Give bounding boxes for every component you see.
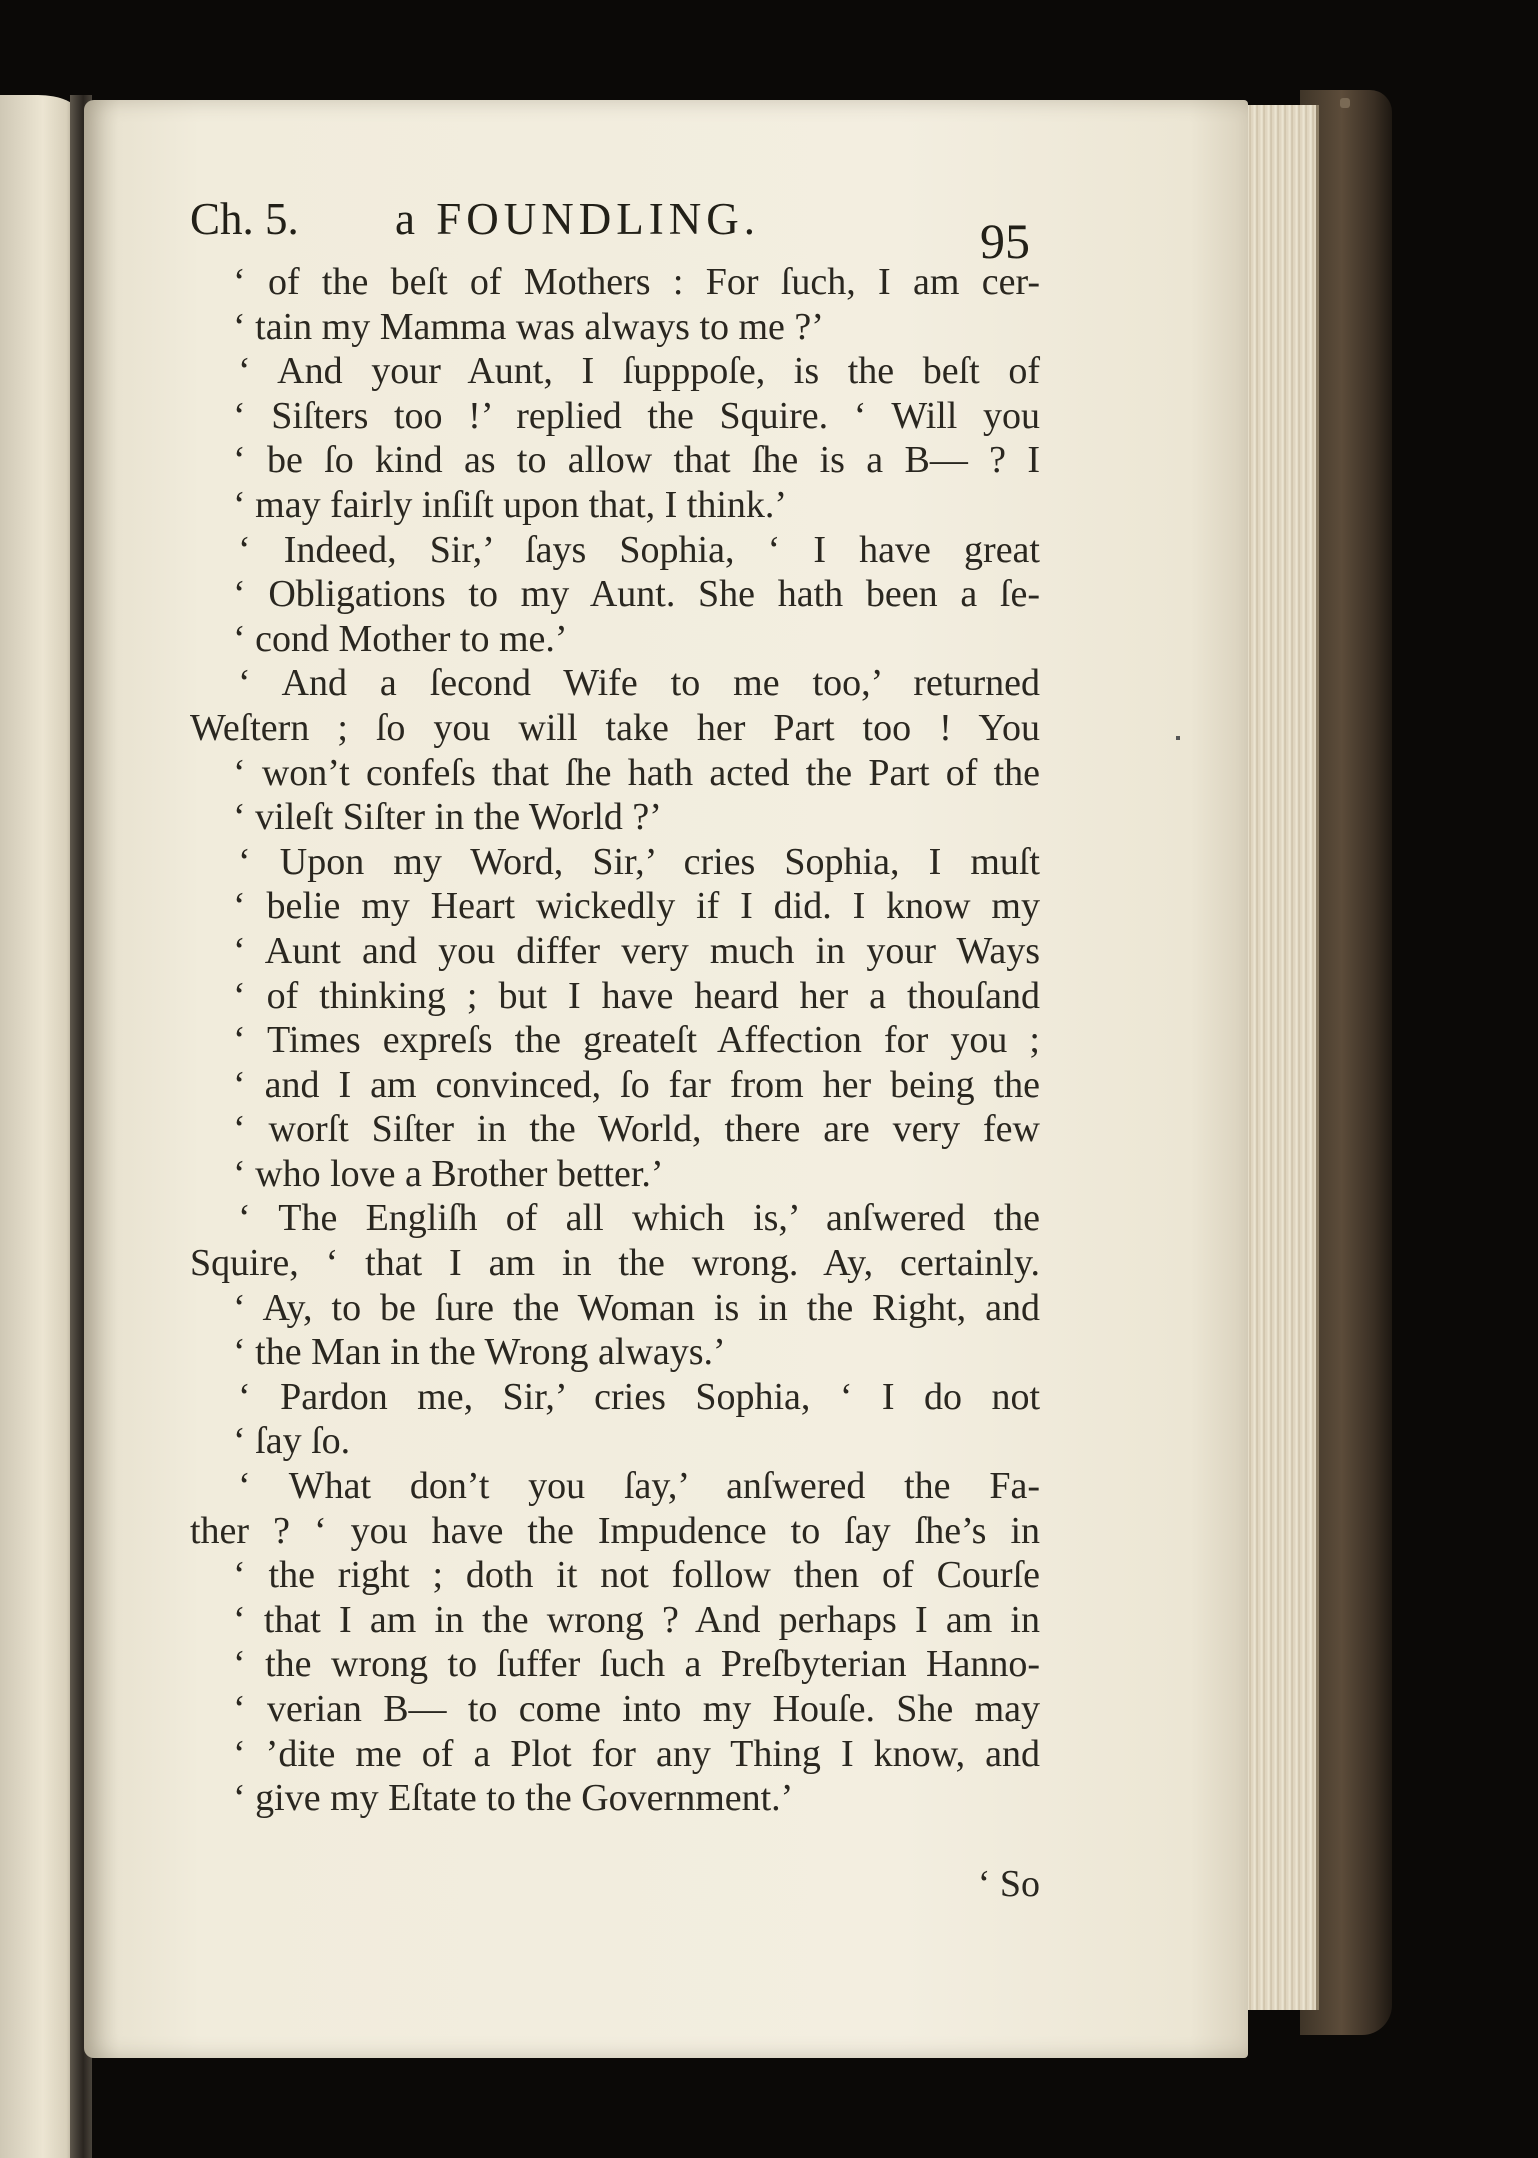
text-line: ‘ cond Mother to me.’ xyxy=(233,617,568,660)
text-line: ‘ won’t confeſs that ſhe hath acted the Part of the xyxy=(233,751,1040,794)
text-line: ‘ Indeed, Sir,’ ſays Sophia, ‘ I have great xyxy=(238,528,1040,571)
text-line: ‘ the right ; doth it not follow then of Courſe xyxy=(233,1554,1040,1597)
text-line: ‘ Times expreſs the greateſt Affection for you ; xyxy=(233,1019,1040,1062)
catchword: ‘ So xyxy=(977,1863,1040,1905)
text-line: ‘ ſay ſo. xyxy=(233,1420,351,1463)
text-line: ther ? ‘ you have the Impudence to ſay ſhe’s in xyxy=(190,1509,1040,1552)
text-line: ‘ may fairly inſiſt upon that, I think.’ xyxy=(233,483,788,526)
text-line: ‘ Obligations to my Aunt. She hath been a ſe- xyxy=(233,573,1040,616)
text-line: ‘ verian B— to come into my Houſe. She may xyxy=(233,1688,1040,1730)
text-line: ‘ the wrong to ſuffer ſuch a Preſbyterian Hanno- xyxy=(233,1643,1040,1686)
text-line: ‘ The Engliſh of all which is,’ anſwered the xyxy=(238,1197,1040,1240)
running-header xyxy=(190,193,1040,263)
text-line: ‘ Aunt and you differ very much in your Ways xyxy=(233,929,1040,972)
text-line: ‘ And a ſecond Wife to me too,’ returned xyxy=(238,662,1040,705)
chapter-label: Ch. 5. xyxy=(190,194,299,244)
text-line: ‘ Ay, to be ſure the Woman is in the Right, and xyxy=(233,1286,1040,1329)
text-line: Weſtern ; ſo you will take her Part too ! You xyxy=(190,706,1040,749)
text-line: ‘ worſt Siſter in the World, there are very few xyxy=(233,1108,1040,1151)
page-number: 95 xyxy=(980,213,1030,269)
text-line: ‘ belie my Heart wickedly if I did. I know my xyxy=(233,885,1040,928)
text-line: ‘ Siſters too !’ replied the Squire. ‘ Will you xyxy=(233,394,1040,437)
text-line: ‘ be ſo kind as to allow that ſhe is a B— ? I xyxy=(233,439,1040,482)
page-text xyxy=(190,260,1040,1821)
ink-speck xyxy=(1176,736,1180,740)
text-line: ‘ that I am in the wrong ? And perhaps I am in xyxy=(233,1598,1040,1641)
text-line: ‘ who love a Brother better.’ xyxy=(233,1152,664,1195)
text-line: ‘ of thinking ; but I have heard her a thouſand xyxy=(233,974,1040,1017)
text-line: ‘ the Man in the Wrong always.’ xyxy=(233,1331,726,1374)
text-line: Squire, ‘ that I am in the wrong. Ay, certainly. xyxy=(190,1242,1040,1285)
running-title: a FOUNDLING. xyxy=(395,194,760,244)
text-line: ‘ And your Aunt, I ſupppoſe, is the beſt of xyxy=(238,350,1040,393)
text-line: ‘ give my Eſtate to the Government.’ xyxy=(233,1777,794,1820)
text-line: ‘ vileſt Siſter in the World ?’ xyxy=(233,796,662,839)
text-line: ‘ Upon my Word, Sir,’ cries Sophia, I muſt xyxy=(238,840,1040,883)
page-edges xyxy=(1238,105,1319,2010)
text-line: ‘ tain my Mamma was always to me ?’ xyxy=(233,305,824,348)
facing-page-edge xyxy=(0,95,78,2158)
text-line: ‘ of the beſt of Mothers : For ſuch, I am cer- xyxy=(233,261,1040,303)
text-line: ‘ and I am convinced, ſo far from her being the xyxy=(233,1063,1040,1106)
cover-wear-mark xyxy=(1340,98,1350,108)
text-line: ‘ What don’t you ſay,’ anſwered the Fa- xyxy=(238,1465,1040,1508)
text-line: ‘ Pardon me, Sir,’ cries Sophia, ‘ I do not xyxy=(238,1375,1040,1418)
text-line: ‘ ’dite me of a Plot for any Thing I know, and xyxy=(233,1732,1040,1775)
